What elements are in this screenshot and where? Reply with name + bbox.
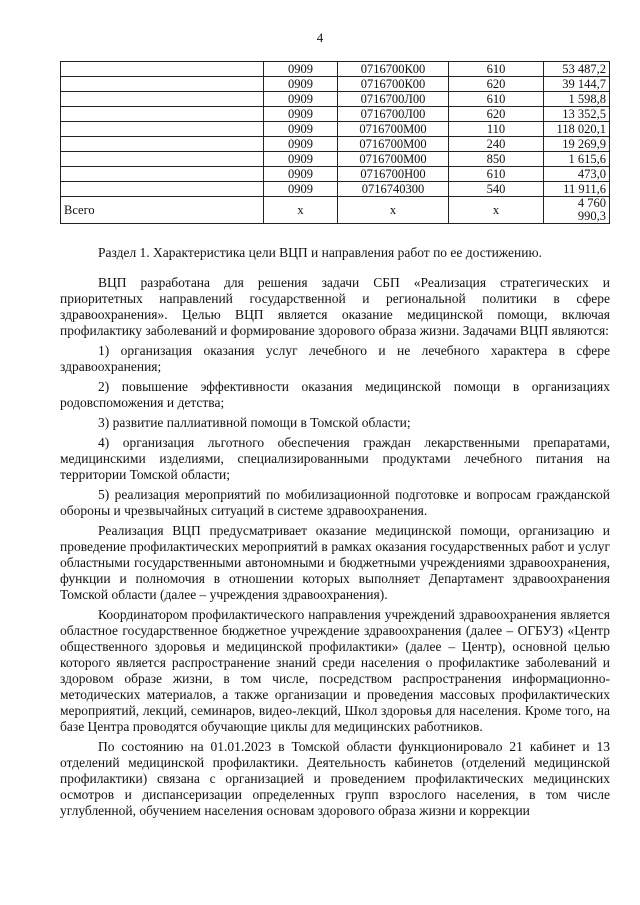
table-row bbox=[61, 167, 610, 182]
table-cell bbox=[61, 77, 264, 92]
paragraph: По состоянию на 01.01.2023 в Томской области функционировало 21 кабинет и 13 отделений медицинской профилактики. Деятельность кабинетов (отделений медицинской профилактики) связана с организацией и проведением профилактических медицинских осмотров и диспансеризации определенных групп взрослого населения, в том числе углубленной, обучением населения основам здорового образа жизни и коррекции bbox=[60, 739, 610, 818]
table-cell: 0716700Л00 bbox=[338, 92, 449, 107]
total-row bbox=[61, 197, 610, 224]
table-cell: 19 269,9 bbox=[544, 137, 610, 152]
table-cell: 0716700К00 bbox=[338, 77, 449, 92]
table-cell bbox=[61, 107, 264, 122]
table-row bbox=[61, 122, 610, 137]
page-number: 4 bbox=[316, 30, 324, 45]
table-cell: 0716740300 bbox=[338, 182, 449, 197]
table-cell: 1 598,8 bbox=[544, 92, 610, 107]
table-cell: 0909 bbox=[264, 167, 338, 182]
table-cell: х bbox=[264, 197, 338, 224]
table-cell: 0909 bbox=[264, 62, 338, 77]
table-cell bbox=[61, 167, 264, 182]
table-cell: 0909 bbox=[264, 137, 338, 152]
table-cell: 610 bbox=[449, 62, 544, 77]
task-item: 2) повышение эффективности оказания медицинской помощи в организациях родовспоможения и детства; bbox=[60, 379, 610, 410]
table-cell: 240 bbox=[449, 137, 544, 152]
table-row bbox=[61, 92, 610, 107]
table-cell: 11 911,6 bbox=[544, 182, 610, 197]
table-cell: 0909 bbox=[264, 182, 338, 197]
table-row bbox=[61, 152, 610, 167]
task-item: 3) развитие паллиативной помощи в Томской области; bbox=[98, 415, 411, 430]
budget-table bbox=[60, 61, 610, 224]
table-row bbox=[61, 77, 610, 92]
table-cell: 4 760 990,3 bbox=[544, 197, 610, 224]
table-cell: 540 bbox=[449, 182, 544, 197]
task-item: 1) организация оказания услуг лечебного и не лечебного характера в сфере здравоохранения; bbox=[60, 343, 610, 374]
table-cell: 0716700Н00 bbox=[338, 167, 449, 182]
table-cell: 53 487,2 bbox=[544, 62, 610, 77]
table-cell: 620 bbox=[449, 77, 544, 92]
paragraph: Координатором профилактического направления учреждений здравоохранения является областное государственное бюджетное учреждение здравоохранения (далее – ОГБУЗ) «Центр общественного здоровья и медицинской профилактики» (далее – Центр), основной целью которого является распространение знаний среди населения о профилактике заболеваний и здоровом образе жизни, в том числе, посредством распространения информационно-методических материалов, а также организации и проведения массовых профилактических мероприятий, лекций, семинаров, видео-лекций, Школ здоровья для населения. Кроме того, на базе Центра проводятся обучающие циклы для медицинских работников. bbox=[60, 607, 610, 734]
table-cell: 0716700М00 bbox=[338, 137, 449, 152]
table-cell bbox=[61, 62, 264, 77]
task-item: 4) организация льготного обеспечения граждан лекарственными препаратами, медицинскими изделиями, специализированными продуктами лечебного питания на территории Томской области; bbox=[60, 435, 610, 482]
section-title: Раздел 1. Характеристика цели ВЦП и направления работ по ее достижению. bbox=[98, 245, 542, 260]
table-cell: 39 144,7 bbox=[544, 77, 610, 92]
table-cell: 0716700М00 bbox=[338, 122, 449, 137]
table-cell: 610 bbox=[449, 167, 544, 182]
paragraph: ВЦП разработана для решения задачи СБП «Реализация стратегических и приоритетных направлений государственной и региональной политики в сфере здравоохранения». Целью ВЦП является оказание медицинской помощи, включая профилактику заболеваний и формирование здорового образа жизни. Задачами ВЦП являются: bbox=[60, 275, 610, 338]
table-cell bbox=[61, 152, 264, 167]
table-cell: 0716700К00 bbox=[338, 62, 449, 77]
table-cell: 0909 bbox=[264, 122, 338, 137]
table-cell bbox=[61, 182, 264, 197]
table-cell bbox=[61, 122, 264, 137]
table-row bbox=[61, 182, 610, 197]
table-cell: 0909 bbox=[264, 107, 338, 122]
table-cell: 118 020,1 bbox=[544, 122, 610, 137]
table-cell: 1 615,6 bbox=[544, 152, 610, 167]
table-cell: 0716700М00 bbox=[338, 152, 449, 167]
table-cell: Всего bbox=[61, 197, 264, 224]
table-cell: 13 352,5 bbox=[544, 107, 610, 122]
table-cell: 0909 bbox=[264, 77, 338, 92]
table-row bbox=[61, 137, 610, 152]
table-cell: 850 bbox=[449, 152, 544, 167]
paragraph: Реализация ВЦП предусматривает оказание медицинской помощи, организацию и проведение профилактических мероприятий в рамках оказания государственных работ и услуг областными государственными автономными и бюджетными учреждениями здравоохранения, функции и полномочия в отношении которых выполняет Департамент здравоохранения Томской области (далее – учреждения здравоохранения). bbox=[60, 523, 610, 602]
table-cell bbox=[61, 92, 264, 107]
table-row bbox=[61, 107, 610, 122]
table-cell: 620 bbox=[449, 107, 544, 122]
table-cell: 0909 bbox=[264, 92, 338, 107]
table-cell: 610 bbox=[449, 92, 544, 107]
table-row bbox=[61, 62, 610, 77]
table-cell bbox=[61, 137, 264, 152]
table-cell: 110 bbox=[449, 122, 544, 137]
table-cell: х bbox=[338, 197, 449, 224]
table-cell: 0716700Л00 bbox=[338, 107, 449, 122]
task-item: 5) реализация мероприятий по мобилизационной подготовке и вопросам гражданской обороны и чрезвычайных ситуаций в системе здравоохранения. bbox=[60, 487, 610, 518]
table-cell: 0909 bbox=[264, 152, 338, 167]
table-cell: 473,0 bbox=[544, 167, 610, 182]
body-text bbox=[60, 275, 610, 823]
table-cell: х bbox=[449, 197, 544, 224]
